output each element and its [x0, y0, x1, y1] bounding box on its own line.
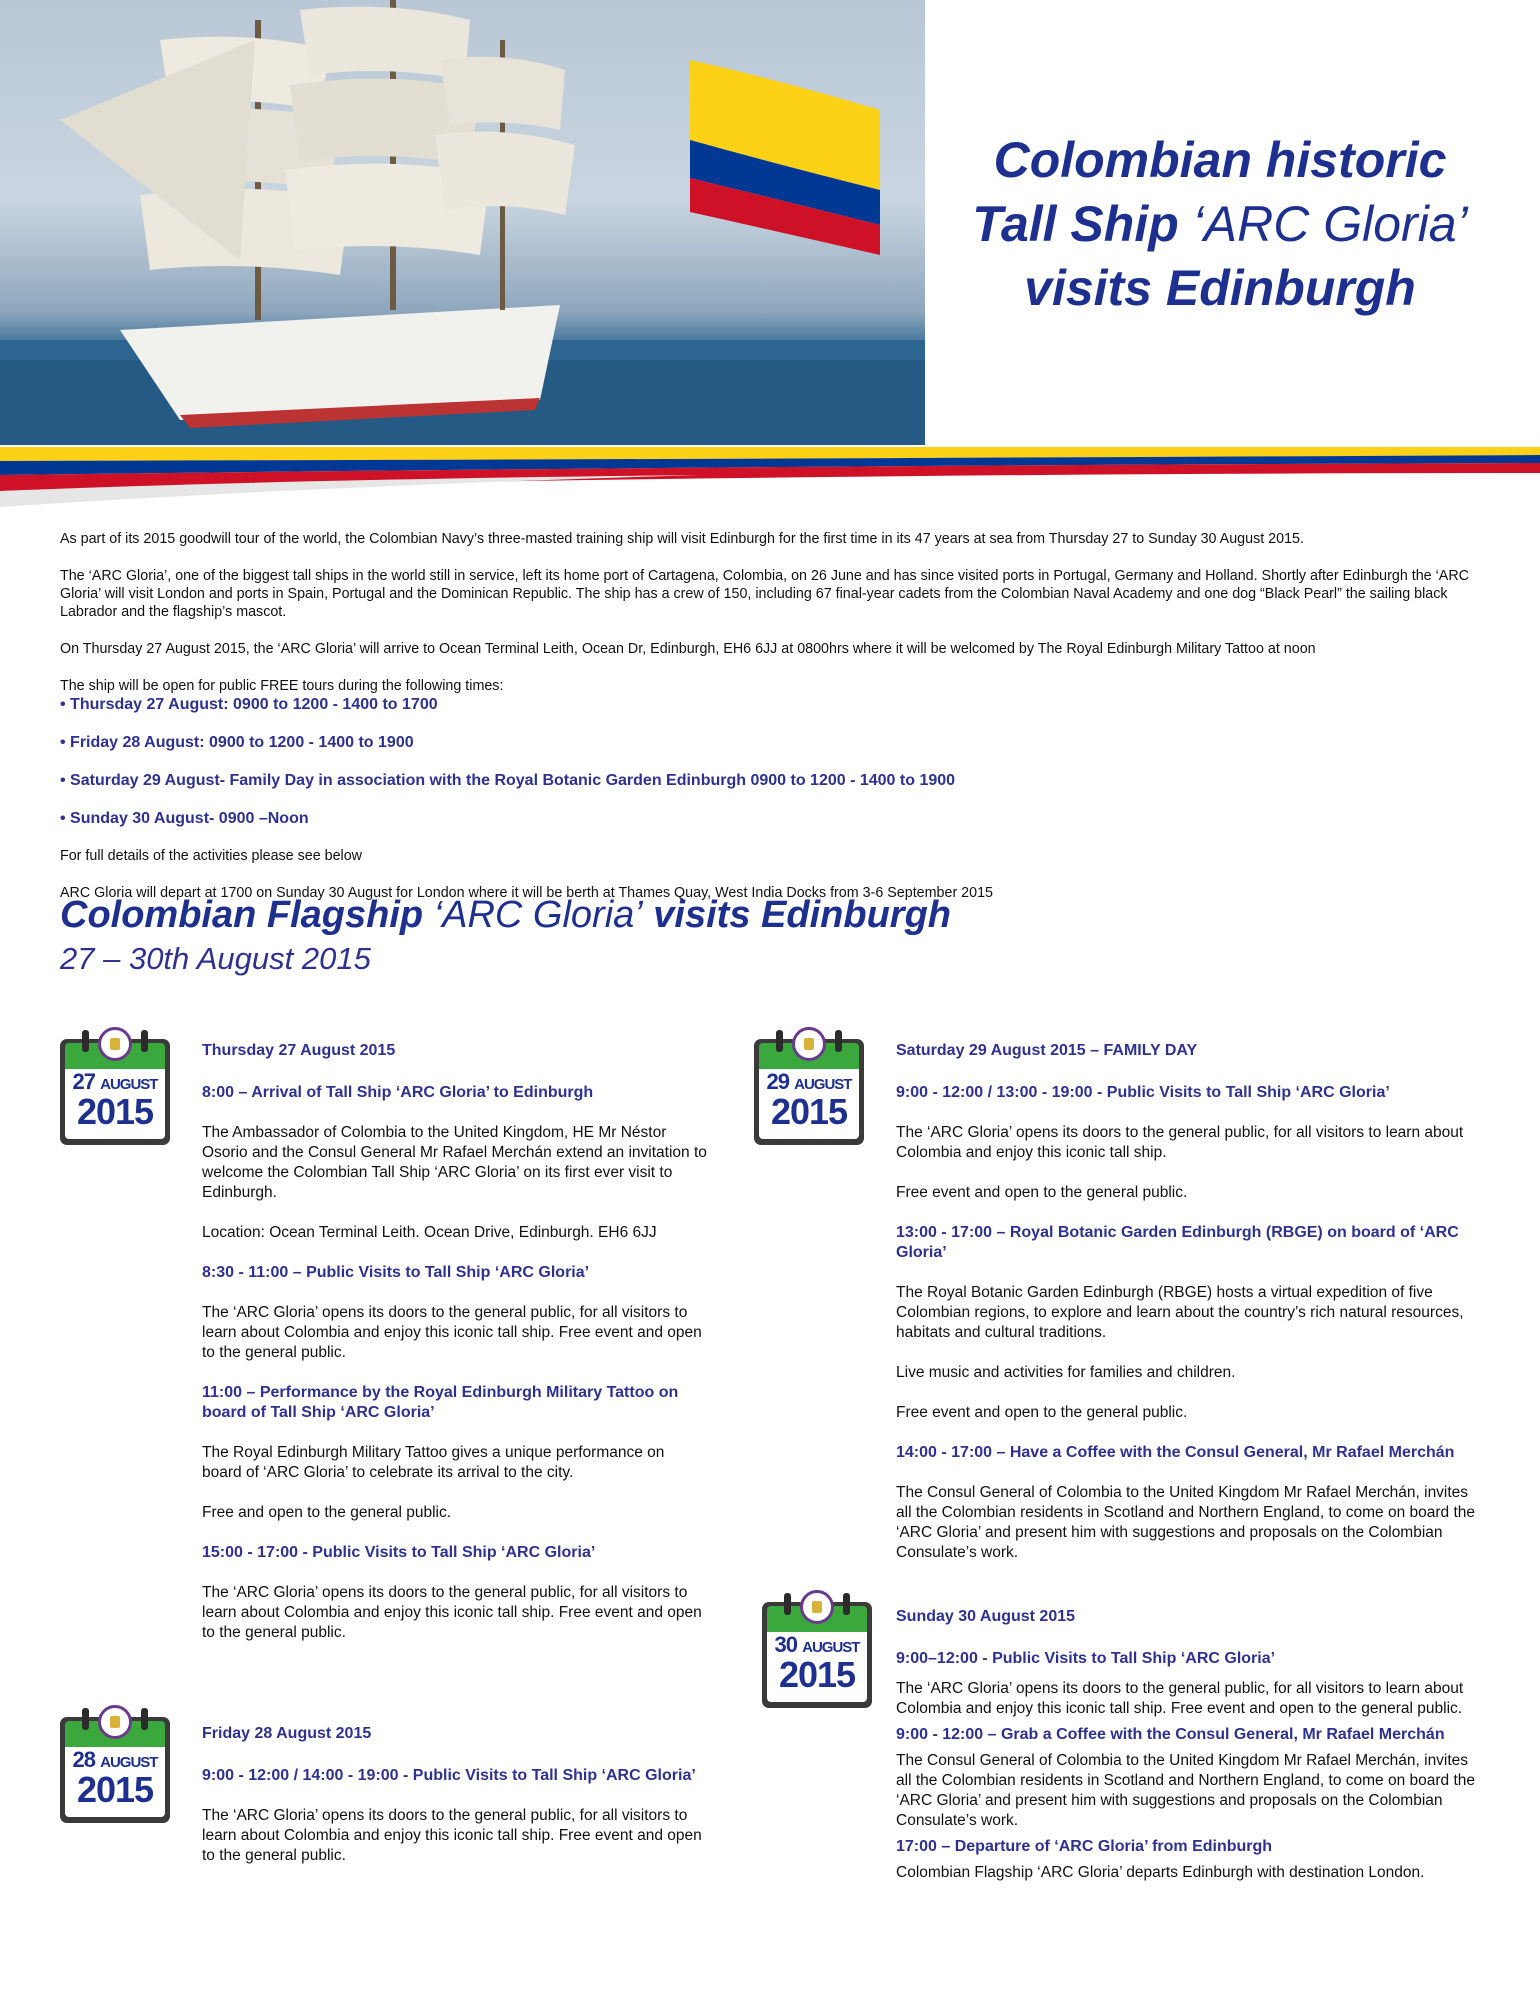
thursday-schedule [202, 1041, 707, 1663]
main-title [930, 128, 1510, 320]
event-heading: 9:00–12:00 - Public Visits to Tall Ship ‘ARC Gloria’ [896, 1650, 1276, 1667]
colombia-seal-icon [98, 1027, 132, 1061]
tour-time-item: • Thursday 27 August: 0900 to 1200 - 1400 to 1700 [60, 696, 438, 713]
colombia-seal-icon [792, 1027, 826, 1061]
event-text: Live music and activities for families and children. [896, 1364, 1236, 1381]
event-heading: 8:30 - 11:00 – Public Visits to Tall Ship ‘ARC Gloria’ [202, 1264, 590, 1281]
event-text: Free event and open to the general public. [896, 1404, 1188, 1421]
title-line-3: visits Edinburgh [1024, 260, 1416, 316]
section-title-part: Colombian Flagship [60, 894, 424, 936]
calendar-year: 2015 [76, 1091, 154, 1132]
colombia-seal-icon [98, 1705, 132, 1739]
section-title-part: visits Edinburgh [653, 894, 951, 936]
intro-paragraph: The ‘ARC Gloria’, one of the biggest tall ships in the world still in service, left its home port of Cartagena, Colombia, on 26 June and has since visited ports in Portugal, Germany and Holland. Shortly after Edinburgh the ‘ARC Gloria’ will visit London and ports in Spain, Portugal and the Dominican Republic. The ship has a crew of 150, including 67 final-year cadets from the Colombian Naval Academy and one dog “Black Pearl” the sailing black Labrador and the flagship’s mascot. [60, 568, 1469, 620]
event-text: The ‘ARC Gloria’ opens its doors to the general public, for all visitors to learn about Colombia and enjoy this iconic tall ship. [896, 1124, 1464, 1161]
event-text: The Consul General of Colombia to the United Kingdom Mr Rafael Merchán, invites all the Colombian residents in Scotland and Northern England, to come on board the ‘ARC Gloria’ and present him with suggestions and proposals on the Colombian Consulate’s work. [896, 1752, 1476, 1829]
day-heading: Friday 28 August 2015 [202, 1725, 372, 1742]
event-text: The ‘ARC Gloria’ opens its doors to the general public, for all visitors to learn about Colombia and enjoy this iconic tall ship. Free event and open to the general public. [202, 1304, 702, 1361]
calendar-icon-30 [762, 1590, 872, 1708]
title-ship-name: ‘ARC Gloria’ [1192, 196, 1468, 252]
calendar-day: 27 AUGUST [72, 1069, 158, 1094]
section-subtitle: 27 – 30th August 2015 [60, 941, 371, 976]
day-heading: Thursday 27 August 2015 [202, 1042, 396, 1059]
event-text: The Consul General of Colombia to the United Kingdom Mr Rafael Merchán, invites all the Colombian residents in Scotland and Northern England, to come on board the ‘ARC Gloria’ and present him with suggestions and proposals on the Colombian Consulate’s work. [896, 1484, 1476, 1561]
calendar-day: 28 AUGUST [72, 1747, 158, 1772]
calendar-year: 2015 [770, 1091, 848, 1132]
tour-times-list [60, 695, 1490, 828]
day-heading: Saturday 29 August 2015 – FAMILY DAY [896, 1042, 1198, 1059]
hero-ship-photo [0, 0, 925, 445]
event-text: The Royal Edinburgh Military Tattoo gives a unique performance on board of ‘ARC Gloria’ to celebrate its arrival to the city. [202, 1444, 665, 1481]
event-heading: 11:00 – Performance by the Royal Edinburgh Military Tattoo on board of Tall Ship ‘ARC Gloria’ [202, 1384, 679, 1421]
intro-paragraph: For full details of the activities please see below [60, 848, 362, 864]
tour-time-item: • Sunday 30 August- 0900 –Noon [60, 810, 309, 827]
event-text: Colombian Flagship ‘ARC Gloria’ departs Edinburgh with destination London. [896, 1864, 1425, 1881]
event-text: Free event and open to the general public. [896, 1184, 1188, 1201]
section-title-ship: ‘ARC Gloria’ [433, 894, 643, 936]
event-heading: 15:00 - 17:00 - Public Visits to Tall Ship ‘ARC Gloria’ [202, 1544, 596, 1561]
event-text: Free and open to the general public. [202, 1504, 452, 1521]
section-title [60, 894, 951, 937]
event-text: The Royal Botanic Garden Edinburgh (RBGE) hosts a virtual expedition of five Colombian regions, to explore and learn about the country’s rich natural resources, habitats and cultural traditions. [896, 1284, 1464, 1341]
friday-schedule [202, 1724, 707, 1886]
saturday-schedule [896, 1041, 1486, 1583]
intro-paragraph: ARC Gloria will depart at 1700 on Sunday 30 August for London where it will be berth at Thames Quay, West India Docks from 3-6 September 2015 [60, 885, 993, 901]
tour-time-item: • Friday 28 August: 0900 to 1200 - 1400 to 1900 [60, 734, 414, 751]
sunday-schedule [896, 1607, 1486, 1903]
event-heading: 14:00 - 17:00 – Have a Coffee with the Consul General, Mr Rafael Merchán [896, 1444, 1455, 1461]
tour-time-item: • Saturday 29 August- Family Day in association with the Royal Botanic Garden Edinburgh 0900 to 1200 - 1400 to 1900 [60, 772, 956, 789]
event-text: The ‘ARC Gloria’ opens its doors to the general public, for all visitors to learn about Colombia and enjoy this iconic tall ship. Free event and open to the general public. [896, 1680, 1464, 1717]
title-tall-ship: Tall Ship [972, 196, 1179, 252]
colombia-seal-icon [800, 1590, 834, 1624]
calendar-icon-27 [60, 1027, 170, 1145]
intro-paragraph: As part of its 2015 goodwill tour of the world, the Colombian Navy’s three-masted training ship will visit Edinburgh for the first time in its 47 years at sea from Thursday 27 to Sunday 30 August 2015. [60, 531, 1304, 547]
event-heading: 9:00 - 12:00 / 14:00 - 19:00 - Public Visits to Tall Ship ‘ARC Gloria’ [202, 1767, 696, 1784]
calendar-day: 30 AUGUST [774, 1632, 860, 1657]
event-heading: 9:00 - 12:00 – Grab a Coffee with the Consul General, Mr Rafael Merchán [896, 1726, 1445, 1743]
calendar-icon-28 [60, 1705, 170, 1823]
event-text: The Ambassador of Colombia to the United Kingdom, HE Mr Néstor Osorio and the Consul General Mr Rafael Merchán extend an invitation to welcome the Colombian Tall Ship ‘ARC Gloria’ on its first ever visit to Edinburgh. [202, 1124, 707, 1201]
title-line-2 [930, 192, 1510, 256]
event-text: The ‘ARC Gloria’ opens its doors to the general public, for all visitors to learn about Colombia and enjoy this iconic tall ship. Free event and open to the general public. [202, 1807, 702, 1864]
intro-paragraph: On Thursday 27 August 2015, the ‘ARC Gloria’ will arrive to Ocean Terminal Leith, Ocean Dr, Edinburgh, EH6 6JJ at 0800hrs where it will be welcomed by The Royal Edinburgh Military Tattoo at noon [60, 641, 1316, 657]
calendar-icon-29 [754, 1027, 864, 1145]
event-heading: 17:00 – Departure of ‘ARC Gloria’ from Edinburgh [896, 1838, 1273, 1855]
calendar-year: 2015 [76, 1769, 154, 1810]
event-heading: 13:00 - 17:00 – Royal Botanic Garden Edinburgh (RBGE) on board of ‘ARC Gloria’ [896, 1224, 1459, 1261]
intro-text [60, 530, 1490, 921]
title-line-1: Colombian historic [993, 132, 1447, 188]
tall-ship-illustration [0, 0, 925, 445]
calendar-day: 29 AUGUST [766, 1069, 852, 1094]
day-heading: Sunday 30 August 2015 [896, 1608, 1076, 1625]
event-heading: 8:00 – Arrival of Tall Ship ‘ARC Gloria’ to Edinburgh [202, 1084, 594, 1101]
event-text: The ‘ARC Gloria’ opens its doors to the general public, for all visitors to learn about Colombia and enjoy this iconic tall ship. Free event and open to the general public. [202, 1584, 702, 1641]
intro-paragraph: The ship will be open for public FREE tours during the following times: [60, 678, 504, 694]
event-heading: 9:00 - 12:00 / 13:00 - 19:00 - Public Visits to Tall Ship ‘ARC Gloria’ [896, 1084, 1390, 1101]
colombian-flag-stripes [0, 447, 1540, 517]
calendar-year: 2015 [778, 1654, 856, 1695]
event-text: Location: Ocean Terminal Leith. Ocean Drive, Edinburgh. EH6 6JJ [202, 1224, 657, 1241]
